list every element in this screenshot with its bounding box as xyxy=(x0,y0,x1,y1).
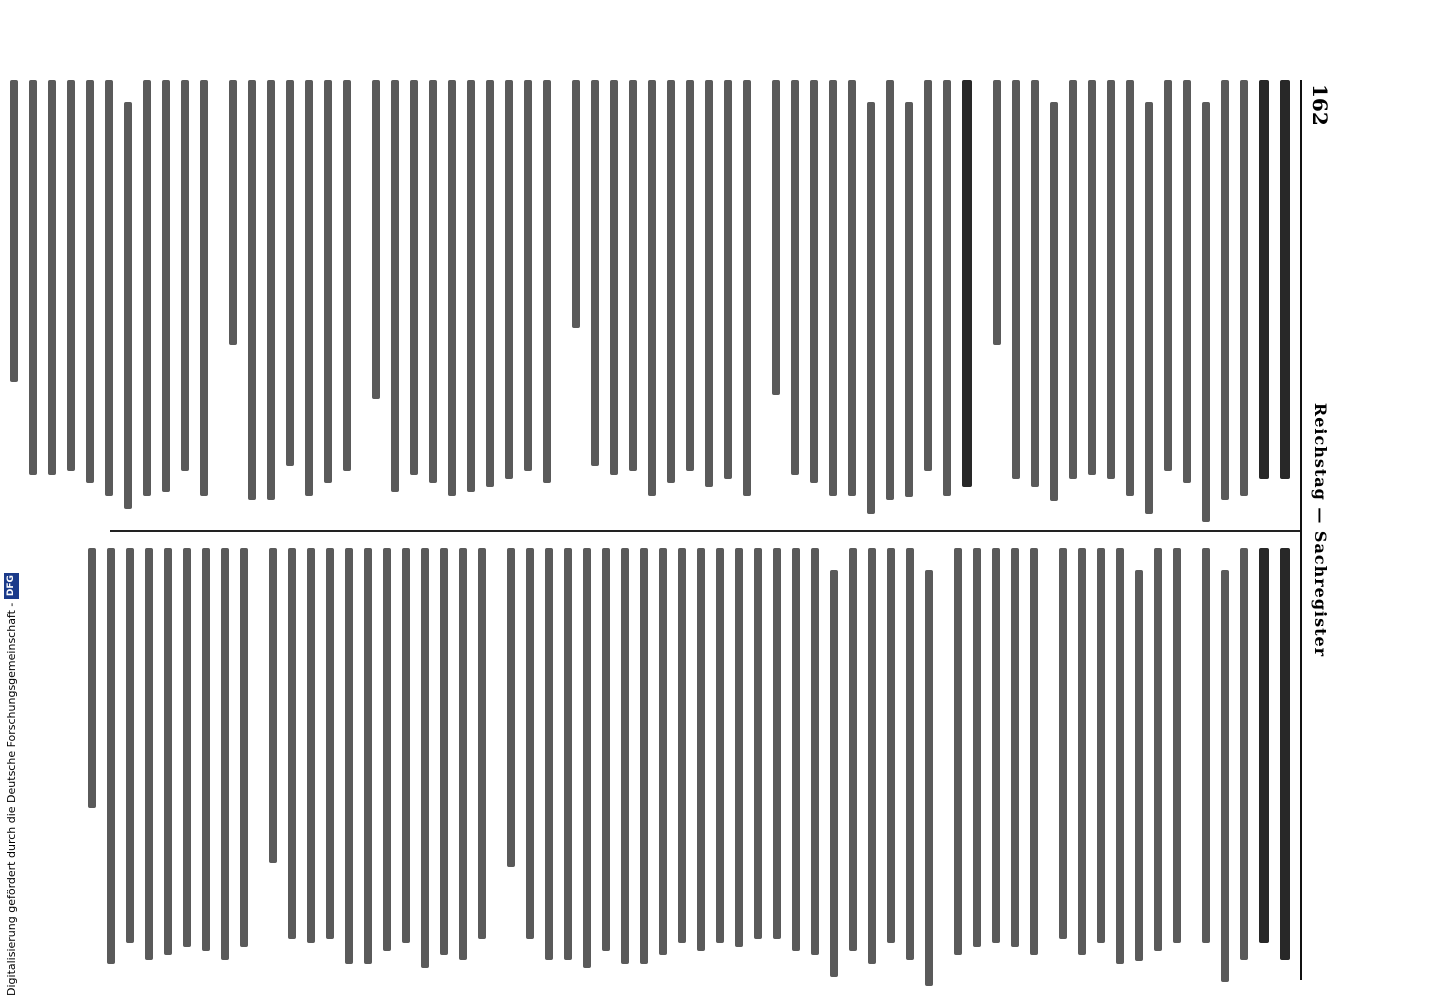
text-line xyxy=(410,80,418,475)
text-line xyxy=(1078,548,1086,955)
text-line xyxy=(1202,102,1210,522)
text-line xyxy=(925,570,933,986)
text-line xyxy=(221,548,229,960)
text-line xyxy=(829,80,837,496)
text-line xyxy=(602,548,610,951)
text-line xyxy=(735,548,743,947)
text-line xyxy=(1173,548,1181,943)
text-line xyxy=(545,548,553,960)
text-line xyxy=(10,80,18,382)
text-line xyxy=(505,80,513,479)
text-line xyxy=(391,80,399,492)
text-line xyxy=(629,80,637,471)
paragraph-gap xyxy=(933,548,943,968)
text-line xyxy=(1107,80,1115,479)
text-line xyxy=(305,80,313,496)
paragraph-gap xyxy=(1038,548,1048,968)
text-line xyxy=(905,102,913,497)
text-line xyxy=(307,548,315,943)
paragraph-gap xyxy=(248,548,258,968)
text-line xyxy=(1050,102,1058,501)
text-line xyxy=(810,80,818,483)
paragraph-gap xyxy=(551,80,561,500)
text-line xyxy=(486,80,494,487)
text-line xyxy=(345,548,353,964)
text-line xyxy=(1145,102,1153,514)
text-line xyxy=(429,80,437,483)
text-line xyxy=(572,80,580,328)
text-line xyxy=(1097,548,1105,943)
text-line xyxy=(1183,80,1191,483)
text-line xyxy=(383,548,391,951)
paragraph-gap xyxy=(486,548,496,968)
text-line xyxy=(973,548,981,947)
text-line xyxy=(591,80,599,466)
text-line xyxy=(67,80,75,471)
text-line xyxy=(1221,570,1229,982)
text-line xyxy=(697,548,705,951)
text-line xyxy=(288,548,296,939)
text-line xyxy=(1240,80,1248,496)
text-line xyxy=(791,80,799,475)
text-line xyxy=(1012,80,1020,479)
text-line xyxy=(1011,548,1019,947)
text-line xyxy=(1164,80,1172,471)
text-line xyxy=(183,548,191,947)
text-line xyxy=(1135,570,1143,961)
page-number: 162 xyxy=(1308,84,1332,126)
text-line xyxy=(240,548,248,947)
text-line xyxy=(659,548,667,955)
text-line xyxy=(848,80,856,496)
text-line xyxy=(792,548,800,951)
text-line xyxy=(772,80,780,395)
text-line xyxy=(1221,80,1229,500)
left-column xyxy=(0,80,1290,500)
text-line xyxy=(962,80,972,487)
text-line xyxy=(107,548,115,964)
text-line xyxy=(526,548,534,939)
text-line xyxy=(1030,548,1038,955)
page-header xyxy=(1306,80,1332,980)
dfg-logo: DFG xyxy=(4,573,19,599)
text-line xyxy=(887,548,895,943)
text-line xyxy=(372,80,380,399)
text-line xyxy=(200,80,208,496)
text-line xyxy=(478,548,486,939)
text-line xyxy=(610,80,618,475)
text-line xyxy=(830,570,838,977)
text-line xyxy=(811,548,819,955)
text-line xyxy=(105,80,113,496)
text-line xyxy=(267,80,275,500)
text-line xyxy=(543,80,551,483)
text-line xyxy=(124,102,132,509)
text-line xyxy=(773,548,781,939)
text-line xyxy=(1259,80,1269,479)
text-line xyxy=(992,548,1000,943)
text-line xyxy=(29,80,37,475)
text-line xyxy=(754,548,762,939)
text-line xyxy=(143,80,151,496)
text-line xyxy=(564,548,572,960)
text-line xyxy=(1088,80,1096,475)
text-line xyxy=(364,548,372,964)
text-line xyxy=(993,80,1001,345)
text-line xyxy=(326,548,334,939)
text-line xyxy=(448,80,456,496)
text-line xyxy=(954,548,962,955)
text-line xyxy=(402,548,410,943)
text-line xyxy=(1202,548,1210,943)
text-line xyxy=(1259,548,1269,943)
text-line xyxy=(467,80,475,492)
text-line xyxy=(286,80,294,466)
running-head: Reichstag — Sachregister xyxy=(1311,402,1330,658)
text-line xyxy=(640,548,648,964)
text-line xyxy=(1059,548,1067,939)
text-line xyxy=(126,548,134,943)
right-column xyxy=(77,548,1290,968)
text-line xyxy=(459,548,467,960)
text-line xyxy=(86,80,94,483)
text-line xyxy=(88,548,96,808)
text-line xyxy=(524,80,532,471)
text-line xyxy=(678,548,686,943)
text-line xyxy=(145,548,153,960)
text-line xyxy=(1240,548,1248,960)
text-line xyxy=(269,548,277,863)
text-line xyxy=(667,80,675,483)
text-line xyxy=(943,80,951,496)
column-divider xyxy=(110,530,1300,532)
text-line xyxy=(324,80,332,483)
text-line xyxy=(583,548,591,968)
text-line xyxy=(1069,80,1077,479)
text-line xyxy=(1280,548,1290,960)
text-line xyxy=(743,80,751,496)
credit-text: Digitalisierung gefördert durch die Deutsche Forschungsgemeinschaft - xyxy=(5,602,18,996)
text-line xyxy=(164,548,172,955)
text-line xyxy=(686,80,694,471)
text-line xyxy=(906,548,914,960)
paragraph-gap xyxy=(972,80,982,500)
text-line xyxy=(724,80,732,479)
text-line xyxy=(48,80,56,475)
paragraph-gap xyxy=(1181,548,1191,968)
text-line xyxy=(1116,548,1124,964)
text-line xyxy=(868,548,876,964)
text-line xyxy=(1126,80,1134,496)
paragraph-gap xyxy=(351,80,361,500)
header-rule xyxy=(1300,80,1302,980)
text-line xyxy=(716,548,724,943)
text-line xyxy=(1280,80,1290,479)
text-line xyxy=(507,548,515,867)
text-line xyxy=(849,548,857,951)
text-line xyxy=(248,80,256,500)
text-line xyxy=(181,80,189,471)
paragraph-gap xyxy=(208,80,218,500)
text-line xyxy=(886,80,894,500)
text-line xyxy=(440,548,448,955)
text-line xyxy=(1154,548,1162,951)
text-line xyxy=(421,548,429,968)
text-line xyxy=(621,548,629,964)
text-line xyxy=(924,80,932,471)
text-line xyxy=(867,102,875,514)
text-line xyxy=(343,80,351,471)
text-line xyxy=(202,548,210,951)
text-line xyxy=(648,80,656,496)
rotated-printed-page xyxy=(100,80,1330,980)
text-line xyxy=(162,80,170,492)
text-line xyxy=(705,80,713,487)
paragraph-gap xyxy=(751,80,761,500)
digitization-credit xyxy=(4,573,19,996)
text-line xyxy=(1031,80,1039,487)
text-line xyxy=(229,80,237,345)
